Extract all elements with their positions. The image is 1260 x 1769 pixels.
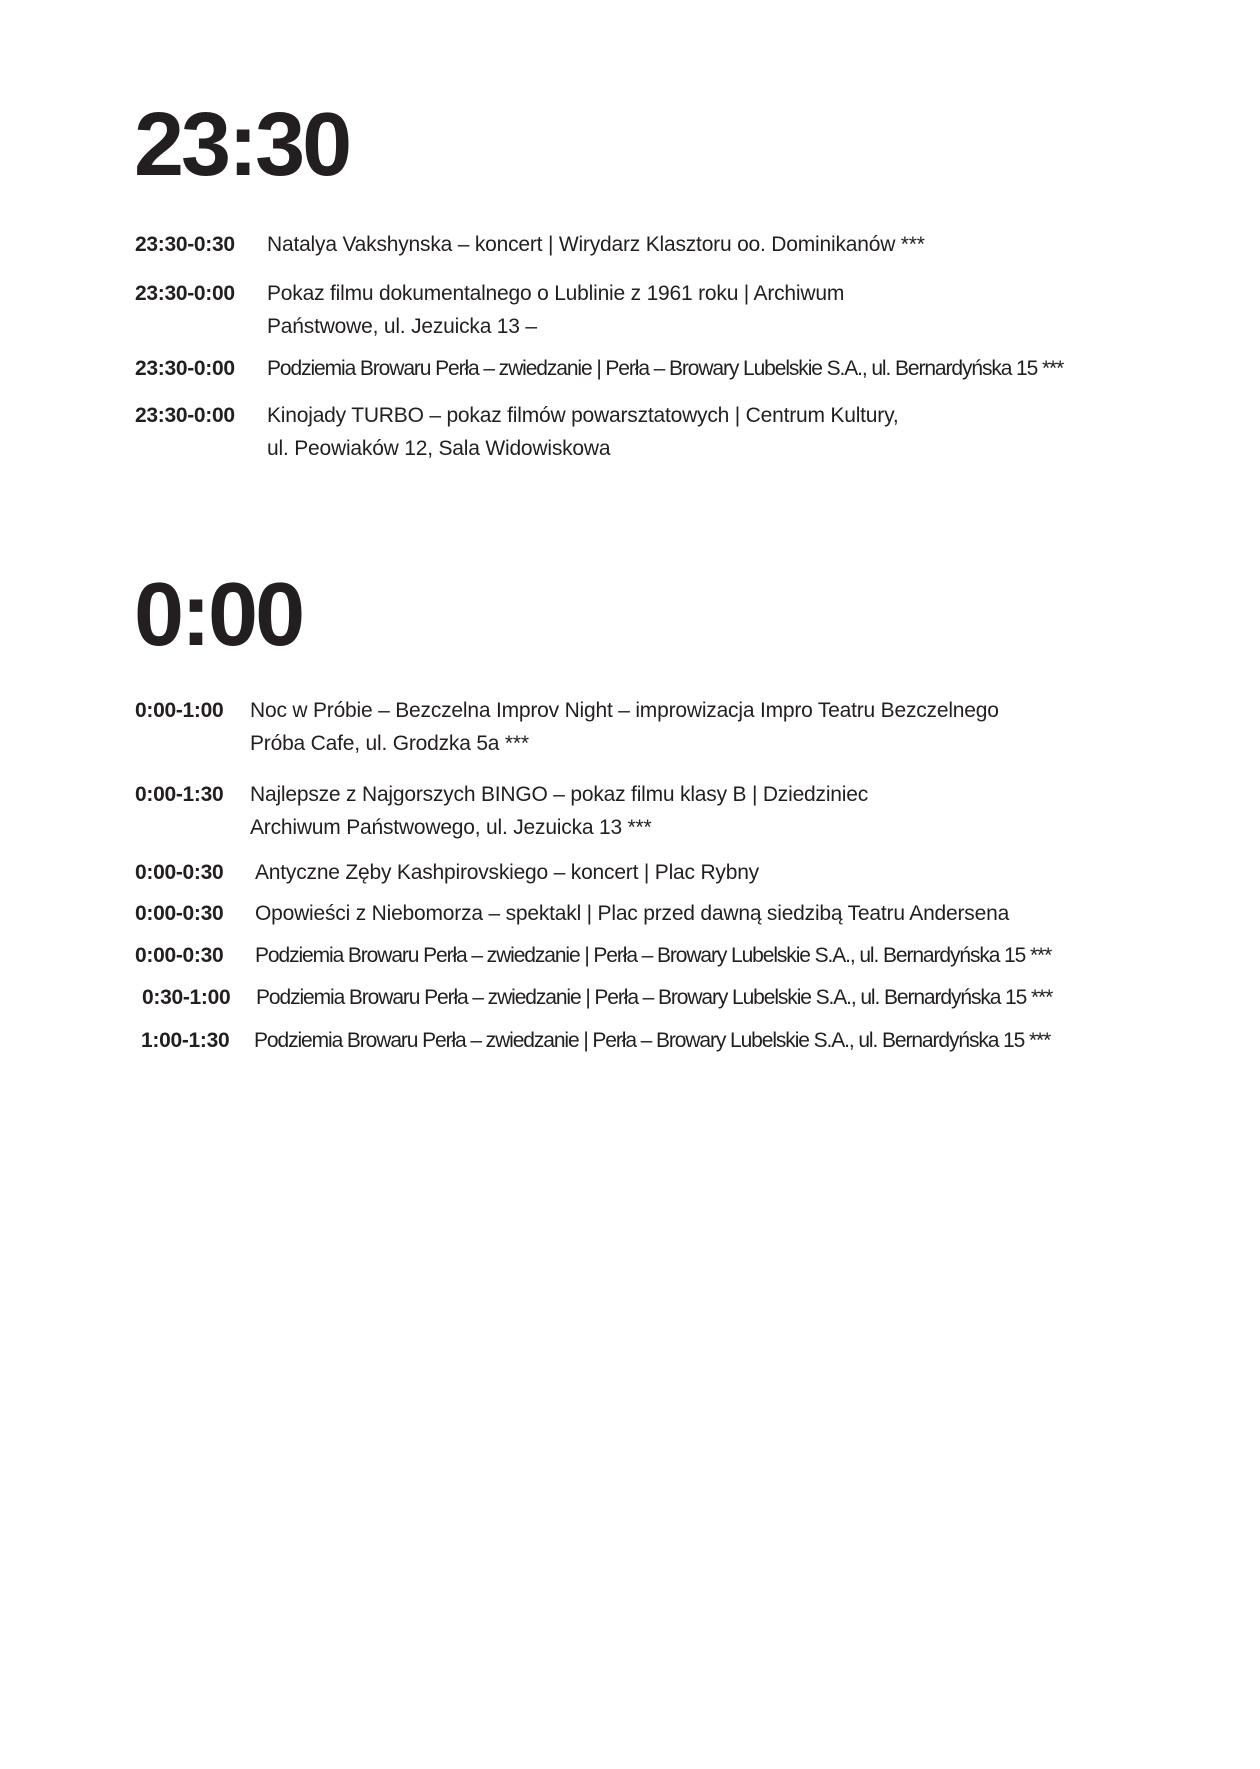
item-time: 0:00-0:30 <box>135 944 224 967</box>
item-description: Noc w Próbie – Bezczelna Improv Night – improwizacja Impro Teatru Bezczelnego <box>250 699 999 722</box>
item-time: 23:30-0:30 <box>135 233 235 256</box>
schedule-item <box>135 228 925 261</box>
item-description: Opowieści z Niebomorza – spektakl | Plac przed dawną siedzibą Teatru Andersena <box>255 902 1010 925</box>
section-heading-000: 0:00 <box>134 565 303 665</box>
item-time: 0:00-1:00 <box>135 699 224 722</box>
section-heading-2330: 23:30 <box>134 95 350 195</box>
item-description: Podziemia Browaru Perła – zwiedzanie | Perła – Browary Lubelskie S.A., ul. Bernardyńska 15 *** <box>255 944 1052 967</box>
schedule-item <box>135 277 844 343</box>
item-description: Natalya Vakshynska – koncert | Wirydarz Klasztoru oo. Dominikanów *** <box>267 233 925 256</box>
item-time: 0:00-0:30 <box>135 861 224 884</box>
item-description: Kinojady TURBO – pokaz filmów powarsztatowych | Centrum Kultury, <box>267 404 899 427</box>
item-description-cont: Archiwum Państwowego, ul. Jezuicka 13 *** <box>250 816 652 839</box>
item-time: 0:30-1:00 <box>142 986 231 1009</box>
schedule-item <box>135 856 759 889</box>
schedule-item <box>135 399 898 465</box>
item-time: 23:30-0:00 <box>135 357 235 380</box>
item-description: Podziemia Browaru Perła – zwiedzanie | Perła – Browary Lubelskie S.A., ul. Bernardyńska 15 *** <box>254 1029 1051 1052</box>
schedule-item <box>135 694 999 760</box>
item-description: Najlepsze z Najgorszych BINGO – pokaz filmu klasy B | Dziedziniec <box>250 783 869 806</box>
schedule-item <box>142 981 1052 1014</box>
item-description: Pokaz filmu dokumentalnego o Lublinie z 1961 roku | Archiwum <box>267 282 845 305</box>
schedule-item <box>135 778 868 844</box>
item-description: Antyczne Zęby Kashpirovskiego – koncert | Plac Rybny <box>255 861 759 884</box>
schedule-item <box>135 352 1063 385</box>
item-time: 23:30-0:00 <box>135 282 235 305</box>
schedule-item <box>135 897 1009 930</box>
item-time: 0:00-0:30 <box>135 902 224 925</box>
item-description-cont: Próba Cafe, ul. Grodzka 5a *** <box>250 732 529 755</box>
item-time: 0:00-1:30 <box>135 783 224 806</box>
item-description: Podziemia Browaru Perła – zwiedzanie | Perła – Browary Lubelskie S.A., ul. Bernardyńska 15 *** <box>267 357 1064 380</box>
schedule-item <box>141 1024 1050 1057</box>
item-time: 23:30-0:00 <box>135 404 235 427</box>
schedule-item <box>135 939 1051 972</box>
item-time: 1:00-1:30 <box>141 1029 230 1052</box>
item-description-cont: Państwowe, ul. Jezuicka 13 – <box>267 315 537 338</box>
item-description: Podziemia Browaru Perła – zwiedzanie | Perła – Browary Lubelskie S.A., ul. Bernardyńska 15 *** <box>256 986 1053 1009</box>
item-description-cont: ul. Peowiaków 12, Sala Widowiskowa <box>267 437 611 460</box>
